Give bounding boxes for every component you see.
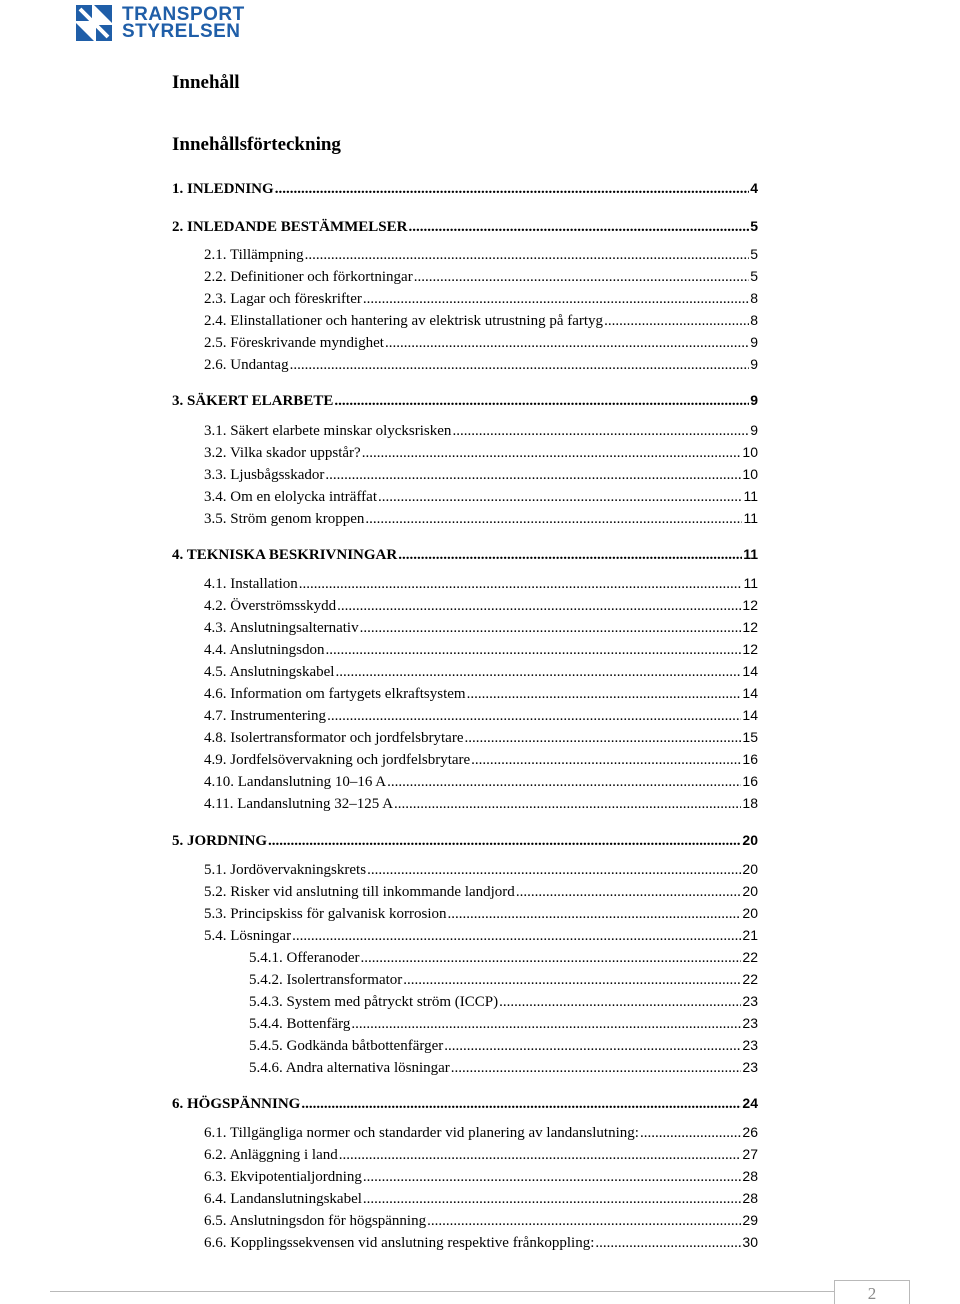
toc-leader-dots bbox=[471, 750, 741, 770]
toc-entry-text: SÄKERT ELARBETE bbox=[187, 393, 334, 409]
toc-entry-title bbox=[204, 684, 466, 704]
toc-entry-page: 23 bbox=[742, 1015, 758, 1031]
toc-entry-text: Vilka skador uppstår? bbox=[229, 445, 361, 461]
toc-entry-text: Överströmsskydd bbox=[230, 598, 337, 614]
toc-entry-title bbox=[172, 545, 397, 565]
toc-entry-text: Information om fartygets elkraftsystem bbox=[230, 686, 466, 702]
toc-entry-title bbox=[172, 391, 333, 411]
toc-entry-title bbox=[204, 662, 334, 682]
toc-entry-page: 5 bbox=[750, 218, 758, 234]
toc-entry-number: 2.1. bbox=[204, 247, 227, 263]
toc-leader-dots bbox=[394, 794, 741, 814]
toc-entry-page: 11 bbox=[743, 510, 758, 526]
toc-entry[interactable] bbox=[204, 727, 758, 748]
toc-entry-text: Undantag bbox=[230, 357, 289, 373]
toc-entry[interactable] bbox=[204, 749, 758, 770]
toc-entry-title bbox=[204, 706, 326, 726]
toc-entry-page: 20 bbox=[742, 905, 758, 921]
toc-entry-number: 3. bbox=[172, 393, 184, 409]
toc-leader-dots bbox=[408, 217, 749, 237]
toc-entry-number: 5.4.6. bbox=[249, 1060, 283, 1076]
toc-entry-title bbox=[249, 1036, 443, 1056]
toc-entry-page: 26 bbox=[742, 1124, 758, 1140]
toc-entry[interactable] bbox=[204, 617, 758, 638]
toc-leader-dots bbox=[367, 860, 741, 880]
toc-leader-dots bbox=[363, 1167, 742, 1187]
toc-leader-dots bbox=[362, 443, 742, 463]
toc-entry[interactable] bbox=[204, 1144, 758, 1165]
toc-entry-title bbox=[204, 596, 336, 616]
toc-entry[interactable] bbox=[204, 925, 758, 946]
toc-entry-page: 16 bbox=[742, 773, 758, 789]
toc-entry-title bbox=[204, 882, 515, 902]
page-number: 2 bbox=[867, 1284, 877, 1303]
toc-entry-number: 6.5. bbox=[204, 1213, 227, 1229]
toc-entry-number: 6.4. bbox=[204, 1191, 227, 1207]
toc-leader-dots bbox=[467, 684, 742, 704]
toc-leader-dots bbox=[452, 421, 749, 441]
toc-entry-page: 10 bbox=[742, 444, 758, 460]
toc-entry-number: 6.3. bbox=[204, 1169, 227, 1185]
toc-entry-text: Ekvipotentialjordning bbox=[230, 1169, 362, 1185]
toc-entry-text: Kopplingssekvensen vid anslutning respektive frånkoppling: bbox=[230, 1235, 595, 1251]
toc-entry-title bbox=[204, 750, 470, 770]
toc-entry[interactable] bbox=[249, 991, 758, 1012]
toc-entry-title bbox=[204, 267, 413, 287]
toc-entry-page: 21 bbox=[742, 927, 758, 943]
toc-entry-page: 20 bbox=[742, 861, 758, 877]
toc-leader-dots bbox=[451, 1058, 742, 1078]
toc-leader-dots bbox=[360, 618, 742, 638]
toc-entry-title bbox=[204, 860, 366, 880]
toc-entry[interactable] bbox=[204, 595, 758, 616]
toc-entry-title bbox=[204, 574, 298, 594]
toc-entry-text: JORDNING bbox=[187, 833, 268, 849]
toc-entry-text: Lösningar bbox=[230, 928, 292, 944]
toc-entry-page: 20 bbox=[742, 883, 758, 899]
toc-entry-text: Lagar och föreskrifter bbox=[230, 291, 362, 307]
toc-entry-page: 9 bbox=[750, 392, 758, 408]
toc-leader-dots bbox=[301, 1094, 741, 1114]
toc-entry-title bbox=[204, 443, 361, 463]
toc-entry-page: 10 bbox=[742, 466, 758, 482]
toc-entry-page: 9 bbox=[750, 422, 758, 438]
toc-entry-page: 20 bbox=[742, 832, 758, 848]
toc-entry-number: 5.1. bbox=[204, 862, 227, 878]
toc-heading: Innehållsförteckning bbox=[172, 134, 341, 155]
toc-entry-title bbox=[204, 1145, 338, 1165]
toc-entry-page: 9 bbox=[750, 334, 758, 350]
toc-leader-dots bbox=[499, 992, 741, 1012]
toc-entry-text: Jordfelsövervakning och jordfelsbrytare bbox=[230, 752, 471, 768]
toc-entry-page: 24 bbox=[742, 1095, 758, 1111]
toc-entry-page: 11 bbox=[743, 575, 758, 591]
toc-entry-number: 4.7. bbox=[204, 708, 227, 724]
toc-entry-title bbox=[204, 509, 364, 529]
toc-leader-dots bbox=[447, 904, 741, 924]
toc-entry-number: 2.6. bbox=[204, 357, 227, 373]
toc-entry-number: 2.3. bbox=[204, 291, 227, 307]
toc-entry-text: Säkert elarbete minskar olycksrisken bbox=[230, 423, 452, 439]
toc-entry-text: Anslutningskabel bbox=[229, 664, 335, 680]
toc-entry-page: 12 bbox=[742, 597, 758, 613]
toc-entry-page: 23 bbox=[742, 1059, 758, 1075]
toc-entry-text: Landanslutningskabel bbox=[230, 1191, 362, 1207]
toc-entry-number: 5. bbox=[172, 833, 184, 849]
toc-leader-dots bbox=[365, 509, 742, 529]
footer-divider bbox=[50, 1291, 834, 1292]
toc-entry-number: 4.11. bbox=[204, 796, 234, 812]
toc-entry-text: Installation bbox=[230, 576, 298, 592]
toc-entry-number: 2.4. bbox=[204, 313, 227, 329]
toc-leader-dots bbox=[444, 1036, 741, 1056]
toc-entry[interactable] bbox=[204, 508, 758, 529]
toc-entry[interactable] bbox=[204, 881, 758, 902]
toc-entry-page: 8 bbox=[750, 290, 758, 306]
toc-entry-text: Anslutningsdon för högspänning bbox=[229, 1213, 427, 1229]
toc-entry-page: 4 bbox=[750, 180, 758, 196]
toc-entry[interactable] bbox=[204, 1232, 758, 1253]
toc-entry-page: 23 bbox=[742, 1037, 758, 1053]
toc-leader-dots bbox=[275, 179, 750, 199]
toc-entry-title bbox=[204, 1233, 594, 1253]
toc-leader-dots bbox=[363, 1189, 742, 1209]
toc-entry[interactable] bbox=[204, 420, 758, 441]
toc-entry-number: 6.6. bbox=[204, 1235, 227, 1251]
toc-entry-number: 3.1. bbox=[204, 423, 227, 439]
toc-entry[interactable] bbox=[204, 1122, 758, 1143]
toc-leader-dots bbox=[292, 926, 741, 946]
toc-entry-text: Risker vid anslutning till inkommande landjord bbox=[230, 884, 515, 900]
toc-entry-title bbox=[249, 992, 498, 1012]
toc-entry-number: 5.4.5. bbox=[249, 1038, 283, 1054]
toc-entry-number: 5.4.1. bbox=[249, 950, 283, 966]
toc-leader-dots bbox=[414, 267, 750, 287]
toc-entry-number: 4.3. bbox=[204, 620, 227, 636]
toc-leader-dots bbox=[325, 640, 741, 660]
toc-entry-number: 5.4.2. bbox=[249, 972, 283, 988]
toc-entry-title bbox=[204, 728, 464, 748]
toc-entry-number: 4.1. bbox=[204, 576, 227, 592]
toc-entry[interactable] bbox=[204, 332, 758, 353]
toc-entry-page: 8 bbox=[750, 312, 758, 328]
toc-leader-dots bbox=[516, 882, 742, 902]
toc-entry-page: 29 bbox=[742, 1212, 758, 1228]
toc-entry-number: 4.6. bbox=[204, 686, 227, 702]
toc-entry-title bbox=[204, 1167, 362, 1187]
toc-leader-dots bbox=[363, 289, 749, 309]
toc-entry-text: Ström genom kroppen bbox=[230, 511, 365, 527]
toc-entry-text: Isolertransformator och jordfelsbrytare bbox=[230, 730, 464, 746]
toc-entry-title bbox=[172, 1094, 300, 1114]
toc-entry-page: 28 bbox=[742, 1190, 758, 1206]
toc-entry-page: 16 bbox=[742, 751, 758, 767]
toc-leader-dots bbox=[595, 1233, 741, 1253]
toc-entry-page: 14 bbox=[742, 685, 758, 701]
toc-leader-dots bbox=[268, 831, 741, 851]
toc-leader-dots bbox=[290, 355, 750, 375]
toc-entry-number: 4.2. bbox=[204, 598, 227, 614]
toc-entry-text: System med påtryckt ström (ICCP) bbox=[286, 994, 499, 1010]
toc-entry-number: 3.3. bbox=[204, 467, 227, 483]
toc-entry-number: 5.2. bbox=[204, 884, 227, 900]
toc-leader-dots bbox=[299, 574, 743, 594]
toc-entry-title bbox=[204, 926, 291, 946]
toc-entry[interactable] bbox=[204, 661, 758, 682]
toc-leader-dots bbox=[334, 391, 749, 411]
toc-entry-title bbox=[249, 1014, 350, 1034]
toc-entry-number: 4.8. bbox=[204, 730, 227, 746]
toc-leader-dots bbox=[351, 1014, 741, 1034]
toc-entry-page: 22 bbox=[742, 971, 758, 987]
toc-entry-text: Ljusbågsskador bbox=[230, 467, 325, 483]
toc-entry-text: Principskiss för galvanisk korrosion bbox=[230, 906, 447, 922]
toc-leader-dots bbox=[361, 948, 742, 968]
toc-entry[interactable] bbox=[204, 903, 758, 924]
toc-entry-text: Landanslutning 32–125 A bbox=[237, 796, 394, 812]
toc-leader-dots bbox=[604, 311, 749, 331]
toc-entry-text: Godkända båtbottenfärger bbox=[286, 1038, 444, 1054]
toc-entry-number: 3.4. bbox=[204, 489, 227, 505]
toc-entry-number: 3.5. bbox=[204, 511, 227, 527]
toc-entry-number: 1. bbox=[172, 181, 184, 197]
toc-entry-title bbox=[172, 179, 274, 199]
toc-entry-text: Offeranoder bbox=[286, 950, 360, 966]
toc-entry-title bbox=[204, 355, 289, 375]
toc-entry[interactable] bbox=[204, 244, 758, 265]
toc-entry-title bbox=[204, 465, 324, 485]
toc-leader-dots bbox=[335, 662, 741, 682]
toc-entry[interactable] bbox=[172, 544, 758, 565]
toc-entry-text: Tillgängliga normer och standarder vid planering av landanslutning: bbox=[229, 1125, 639, 1141]
toc-entry-number: 6. bbox=[172, 1096, 184, 1112]
toc-entry-title bbox=[204, 311, 603, 331]
toc-leader-dots bbox=[385, 333, 749, 353]
toc-entry[interactable] bbox=[204, 683, 758, 704]
toc-entry[interactable] bbox=[204, 266, 758, 287]
toc-leader-dots bbox=[427, 1211, 741, 1231]
toc-entry[interactable] bbox=[172, 390, 758, 411]
toc-entry-title bbox=[172, 831, 267, 851]
toc-entry[interactable] bbox=[172, 216, 758, 237]
toc-entry-text: HÖGSPÄNNING bbox=[187, 1096, 301, 1112]
toc-entry-text: Instrumentering bbox=[230, 708, 327, 724]
toc-entry-title bbox=[204, 794, 393, 814]
toc-leader-dots bbox=[378, 487, 742, 507]
toc-entry-page: 12 bbox=[742, 641, 758, 657]
toc-entry-text: Bottenfärg bbox=[286, 1016, 351, 1032]
toc-entry-title bbox=[204, 245, 304, 265]
toc-entry-number: 4.10. bbox=[204, 774, 234, 790]
toc-entry-page: 11 bbox=[743, 546, 758, 562]
toc-entry-page: 9 bbox=[750, 356, 758, 372]
toc-entry-title bbox=[249, 1058, 450, 1078]
toc-entry-text: Tillämpning bbox=[229, 247, 304, 263]
toc-entry-text: Anslutningsdon bbox=[229, 642, 325, 658]
toc-entry[interactable] bbox=[204, 705, 758, 726]
toc-entry-title bbox=[249, 948, 360, 968]
toc-entry-number: 5.4.4. bbox=[249, 1016, 283, 1032]
toc-leader-dots bbox=[465, 728, 742, 748]
logo-line-1: TRANSPORT bbox=[122, 4, 245, 25]
toc-entry-text: Definitioner och förkortningar bbox=[230, 269, 413, 285]
toc-entry-page: 12 bbox=[742, 619, 758, 635]
toc-entry-number: 4.4. bbox=[204, 642, 227, 658]
toc-entry-number: 6.2. bbox=[204, 1147, 227, 1163]
toc-entry-number: 5.4.3. bbox=[249, 994, 283, 1010]
toc-entry-number: 2.5. bbox=[204, 335, 227, 351]
toc-entry-page: 27 bbox=[742, 1146, 758, 1162]
toc-entry-title bbox=[204, 1123, 639, 1143]
toc-entry[interactable] bbox=[172, 178, 758, 199]
toc-leader-dots bbox=[403, 970, 741, 990]
toc-entry-title bbox=[204, 487, 377, 507]
toc-entry-page: 5 bbox=[750, 246, 758, 262]
toc-entry-page: 14 bbox=[742, 663, 758, 679]
toc-entry[interactable] bbox=[249, 947, 758, 968]
toc-entry-page: 18 bbox=[742, 795, 758, 811]
toc-leader-dots bbox=[640, 1123, 741, 1143]
toc-entry-page: 22 bbox=[742, 949, 758, 965]
page-heading: Innehåll bbox=[172, 72, 240, 93]
toc-leader-dots bbox=[327, 706, 741, 726]
toc-entry-title bbox=[204, 1189, 362, 1209]
toc-entry-page: 23 bbox=[742, 993, 758, 1009]
toc-entry-page: 15 bbox=[742, 729, 758, 745]
toc-entry[interactable] bbox=[204, 1166, 758, 1187]
toc-entry[interactable] bbox=[204, 310, 758, 331]
toc-entry-text: Elinstallationer och hantering av elektrisk utrustning på fartyg bbox=[230, 313, 604, 329]
toc-leader-dots bbox=[337, 596, 741, 616]
toc-entry-number: 2.2. bbox=[204, 269, 227, 285]
toc-entry-text: Landanslutning 10–16 A bbox=[237, 774, 387, 790]
toc-entry-text: INLEDNING bbox=[187, 181, 274, 197]
toc-entry-text: INLEDANDE BESTÄMMELSER bbox=[187, 219, 408, 235]
toc-entry[interactable] bbox=[204, 1188, 758, 1209]
toc-entry-page: 14 bbox=[742, 707, 758, 723]
toc-entry[interactable] bbox=[204, 793, 758, 814]
toc-entry-page: 28 bbox=[742, 1168, 758, 1184]
toc-entry[interactable] bbox=[204, 464, 758, 485]
toc-leader-dots bbox=[305, 245, 750, 265]
toc-entry-title bbox=[204, 904, 446, 924]
toc-entry-number: 5.3. bbox=[204, 906, 227, 922]
toc-entry-text: Om en elolycka inträffat bbox=[230, 489, 377, 505]
toc-entry-page: 11 bbox=[743, 488, 758, 504]
toc-entry-text: Föreskrivande myndighet bbox=[230, 335, 384, 351]
toc-entry-page: 30 bbox=[742, 1234, 758, 1250]
logo-line-2: STYRELSEN bbox=[122, 21, 241, 42]
toc-entry-page: 5 bbox=[750, 268, 758, 284]
toc-entry[interactable] bbox=[204, 486, 758, 507]
toc-entry-title bbox=[204, 289, 362, 309]
toc-entry-title bbox=[204, 772, 386, 792]
toc-entry-number: 3.2. bbox=[204, 445, 227, 461]
toc-entry[interactable] bbox=[172, 830, 758, 851]
toc-entry-text: Isolertransformator bbox=[286, 972, 403, 988]
toc-entry-text: Anläggning i land bbox=[229, 1147, 338, 1163]
toc-entry[interactable] bbox=[249, 1035, 758, 1056]
toc-entry-number: 4. bbox=[172, 547, 184, 563]
toc-entry-number: 2. bbox=[172, 219, 184, 235]
toc-entry[interactable] bbox=[204, 573, 758, 594]
toc-entry[interactable] bbox=[204, 442, 758, 463]
toc-entry-title bbox=[204, 421, 451, 441]
toc-entry-title bbox=[204, 333, 384, 353]
toc-entry[interactable] bbox=[204, 639, 758, 660]
toc-entry-number: 4.9. bbox=[204, 752, 227, 768]
toc-entry[interactable] bbox=[204, 771, 758, 792]
toc-entry-title bbox=[204, 618, 359, 638]
toc-leader-dots bbox=[387, 772, 741, 792]
toc-entry[interactable] bbox=[204, 354, 758, 375]
toc-entry-number: 6.1. bbox=[204, 1125, 227, 1141]
toc-entry-number: 4.5. bbox=[204, 664, 227, 680]
toc-entry[interactable] bbox=[204, 288, 758, 309]
toc-entry-number: 5.4. bbox=[204, 928, 227, 944]
toc-entry-title bbox=[172, 217, 407, 237]
toc-entry-text: Jordövervakningskrets bbox=[230, 862, 367, 878]
toc-entry[interactable] bbox=[249, 1057, 758, 1078]
toc-entry-text: Anslutningsalternativ bbox=[229, 620, 359, 636]
toc-entry-title bbox=[249, 970, 402, 990]
toc-entry-text: TEKNISKA BESKRIVNINGAR bbox=[186, 547, 398, 563]
toc-entry-text: Andra alternativa lösningar bbox=[285, 1060, 450, 1076]
toc-entry[interactable] bbox=[204, 1210, 758, 1231]
toc-entry[interactable] bbox=[204, 859, 758, 880]
toc-entry[interactable] bbox=[172, 1093, 758, 1114]
toc-entry-title bbox=[204, 640, 324, 660]
toc-entry[interactable] bbox=[249, 1013, 758, 1034]
toc-entry[interactable] bbox=[249, 969, 758, 990]
toc-leader-dots bbox=[325, 465, 741, 485]
toc-entry-title bbox=[204, 1211, 426, 1231]
toc-leader-dots bbox=[339, 1145, 742, 1165]
toc-leader-dots bbox=[398, 545, 742, 565]
